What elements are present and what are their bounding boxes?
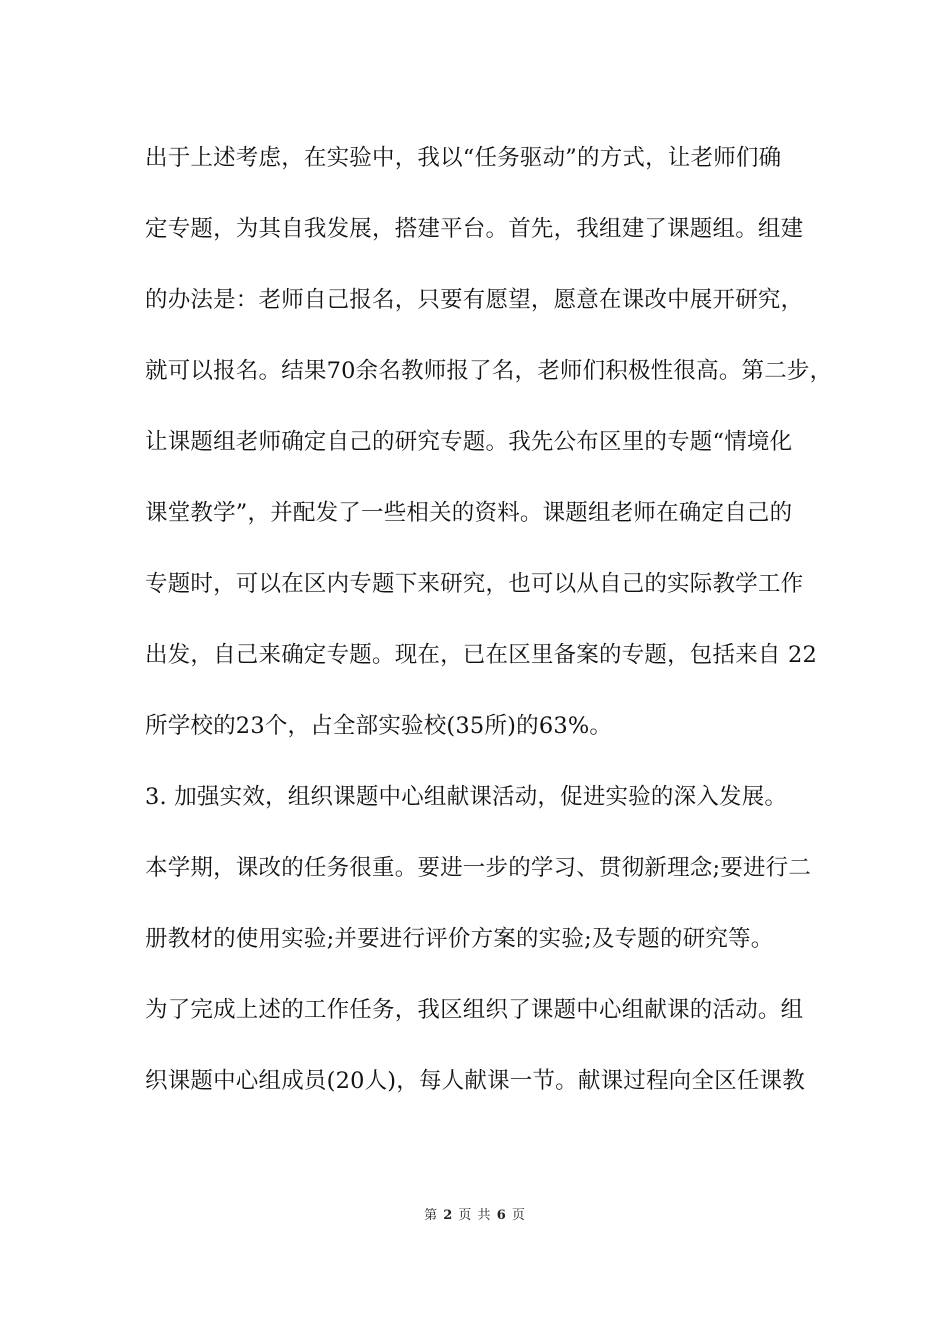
paragraph-line: 册教材的使用实验;并要进行评价方案的实验;及专题的研究等。 [145, 926, 774, 952]
paragraph-line: 的办法是：老师自己报名，只要有愿望，愿意在课改中展开研究， [145, 287, 804, 313]
paragraph-line: 让课题组老师确定自己的研究专题。我先公布区里的专题“情境化 [145, 429, 793, 455]
paragraph-line: 所学校的23个，占全部实验校(35所)的63%。 [145, 713, 613, 739]
total-pages: 6 [496, 1208, 507, 1223]
paragraph-line: 出发，自己来确定专题。现在，已在区里备案的专题，包括来自 22 [145, 642, 817, 668]
paragraph-line: 定专题，为其自我发展，搭建平台。首先，我组建了课题组。组建 [145, 216, 804, 242]
paragraph-line: 课堂教学”，并配发了一些相关的资料。课题组老师在确定自己的 [145, 500, 793, 526]
paragraph-line: 本学期，课改的任务很重。要进一步的学习、贯彻新理念;要进行二 [145, 855, 812, 881]
section-heading: 3. 加强实效，组织课题中心组献课活动，促进实验的深入发展。 [145, 784, 788, 810]
page-footer [0, 1207, 950, 1225]
paragraph-line: 出于上述考虑，在实验中，我以“任务驱动”的方式，让老师们确 [145, 145, 782, 171]
footer-prefix: 第 [424, 1208, 439, 1223]
footer-middle: 页 共 [458, 1208, 492, 1223]
paragraph-line: 就可以报名。结果70余名教师报了名，老师们积极性很高。第二步， [145, 358, 833, 384]
footer-suffix: 页 [511, 1208, 526, 1223]
paragraph-line: 为了完成上述的工作任务，我区组织了课题中心组献课的活动。组 [145, 997, 804, 1023]
page-number: 2 [443, 1208, 454, 1223]
paragraph-line: 专题时，可以在区内专题下来研究，也可以从自己的实际教学工作 [145, 571, 804, 597]
paragraph-line: 织课题中心组成员(20人)，每人献课一节。献课过程向全区任课教 [145, 1068, 805, 1094]
